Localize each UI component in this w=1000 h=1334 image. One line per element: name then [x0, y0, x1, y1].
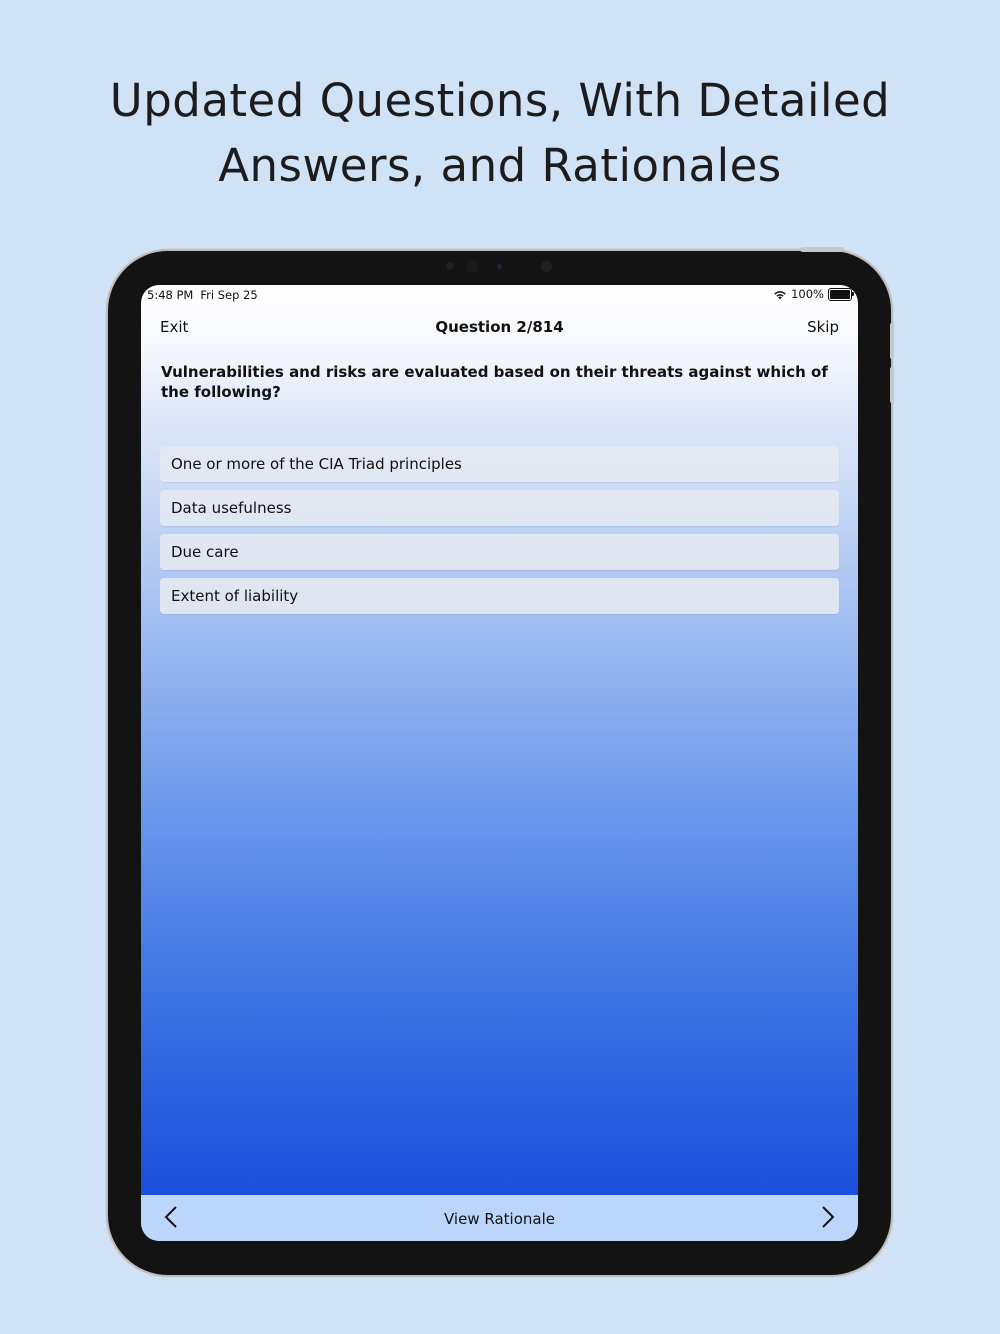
battery-percentage: 100% — [791, 287, 824, 301]
answer-option-3[interactable]: Due care — [160, 534, 839, 570]
battery-level — [830, 290, 850, 299]
navigation-bar — [141, 311, 858, 343]
sensor-icon — [446, 262, 454, 270]
battery-icon — [828, 288, 852, 301]
view-rationale-button[interactable]: View Rationale — [444, 1210, 555, 1228]
wifi-icon — [773, 289, 787, 300]
answer-options-list — [160, 446, 839, 622]
question-text: Vulnerabilities and risks are evaluated based on their threats against which of the following? — [161, 363, 828, 401]
headline-line-1: Updated Questions, With Detailed — [109, 74, 891, 127]
status-date: Fri Sep 25 — [200, 288, 258, 302]
sensor-icon — [541, 261, 552, 272]
status-clock — [147, 288, 258, 302]
bottom-toolbar — [141, 1195, 858, 1241]
status-time: 5:48 PM — [147, 288, 194, 302]
status-bar — [141, 285, 858, 305]
headline-line-2: Answers, and Rationales — [218, 139, 782, 192]
volume-down-button — [890, 367, 894, 403]
camera-icon — [466, 260, 479, 273]
skip-button[interactable]: Skip — [807, 318, 839, 336]
headline — [0, 68, 1000, 198]
app-screen — [141, 285, 858, 1241]
status-indicators — [773, 287, 852, 301]
tablet-device-frame — [108, 251, 891, 1275]
answer-option-1[interactable]: One or more of the CIA Triad principles — [160, 446, 839, 482]
volume-up-button — [890, 323, 894, 359]
sensor-icon — [497, 264, 502, 269]
answer-option-2[interactable]: Data usefulness — [160, 490, 839, 526]
exit-button[interactable]: Exit — [160, 318, 189, 336]
question-counter-title: Question 2/814 — [435, 318, 564, 336]
top-button — [800, 247, 844, 252]
answer-option-4[interactable]: Extent of liability — [160, 578, 839, 614]
chevron-right-icon[interactable] — [814, 1205, 838, 1229]
